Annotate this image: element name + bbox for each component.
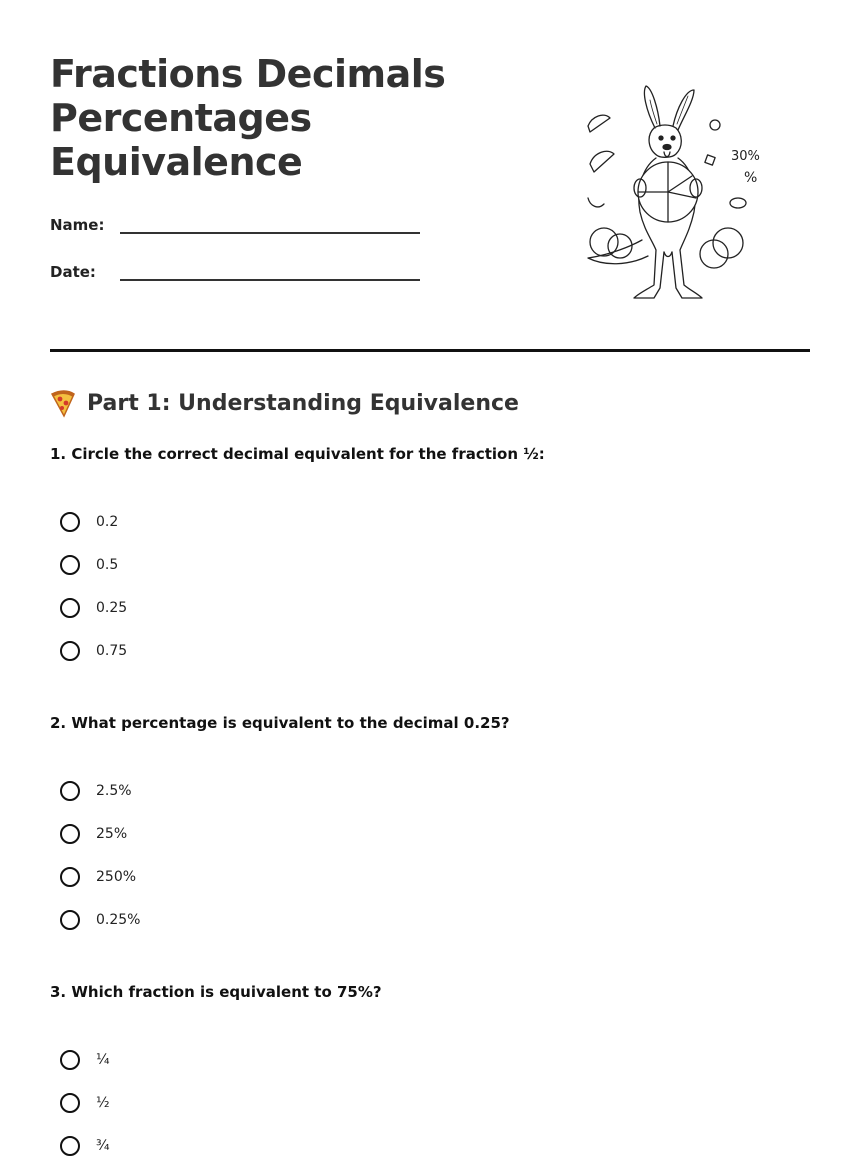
name-label: Name: <box>50 216 105 234</box>
option-label: 0.25 <box>96 600 128 616</box>
q2-option-a[interactable] <box>60 778 132 804</box>
name-field[interactable] <box>50 210 420 234</box>
title-line-1: Fractions Decimals <box>50 52 446 96</box>
q1-option-c[interactable] <box>60 595 127 621</box>
q3-option-b[interactable] <box>60 1090 110 1116</box>
option-label: 0.75 <box>96 643 128 659</box>
radio-circle[interactable] <box>60 1050 80 1070</box>
option-label: 25% <box>96 826 128 842</box>
option-label: ¾ <box>96 1138 110 1154</box>
kangaroo-illustration <box>580 80 770 310</box>
q1-option-b[interactable] <box>60 552 118 578</box>
option-label: ¼ <box>96 1052 110 1068</box>
radio-circle[interactable] <box>60 867 80 887</box>
name-line[interactable] <box>120 210 420 234</box>
title-line-3: Equivalence <box>50 140 303 184</box>
section-divider <box>50 349 810 352</box>
illustration-label-percent-30: 30% <box>731 149 760 164</box>
q2-option-c[interactable] <box>60 864 136 890</box>
title-line-2: Percentages <box>50 96 312 140</box>
worksheet-header <box>50 52 470 184</box>
question-2: 2. What percentage is equivalent to the decimal 0.25? <box>50 714 510 732</box>
question-1: 1. Circle the correct decimal equivalent for the fraction ½: <box>50 445 545 463</box>
option-label: 0.25% <box>96 912 141 928</box>
option-label: ½ <box>96 1095 110 1111</box>
radio-circle[interactable] <box>60 555 80 575</box>
radio-circle[interactable] <box>60 824 80 844</box>
option-label: 0.5 <box>96 557 119 573</box>
q2-option-b[interactable] <box>60 821 127 847</box>
option-label: 250% <box>96 869 137 885</box>
option-label: 2.5% <box>96 783 132 799</box>
q3-option-a[interactable] <box>60 1047 110 1073</box>
date-line[interactable] <box>120 257 420 281</box>
q3-option-c[interactable] <box>60 1133 110 1159</box>
radio-circle[interactable] <box>60 598 80 618</box>
q1-option-d[interactable] <box>60 638 127 664</box>
part1-title: Part 1: Understanding Equivalence <box>87 390 519 416</box>
date-label: Date: <box>50 263 96 281</box>
q2-option-d[interactable] <box>60 907 140 933</box>
pizza-icon <box>50 388 76 418</box>
illustration-label-percent: % <box>744 170 758 186</box>
question-3: 3. Which fraction is equivalent to 75%? <box>50 983 382 1001</box>
radio-circle[interactable] <box>60 1093 80 1113</box>
worksheet-title <box>50 52 470 184</box>
radio-circle[interactable] <box>60 1136 80 1156</box>
option-label: 0.2 <box>96 514 119 530</box>
radio-circle[interactable] <box>60 910 80 930</box>
part1-heading <box>50 388 519 418</box>
q1-option-a[interactable] <box>60 509 118 535</box>
radio-circle[interactable] <box>60 641 80 661</box>
date-field[interactable] <box>50 257 420 281</box>
radio-circle[interactable] <box>60 512 80 532</box>
radio-circle[interactable] <box>60 781 80 801</box>
